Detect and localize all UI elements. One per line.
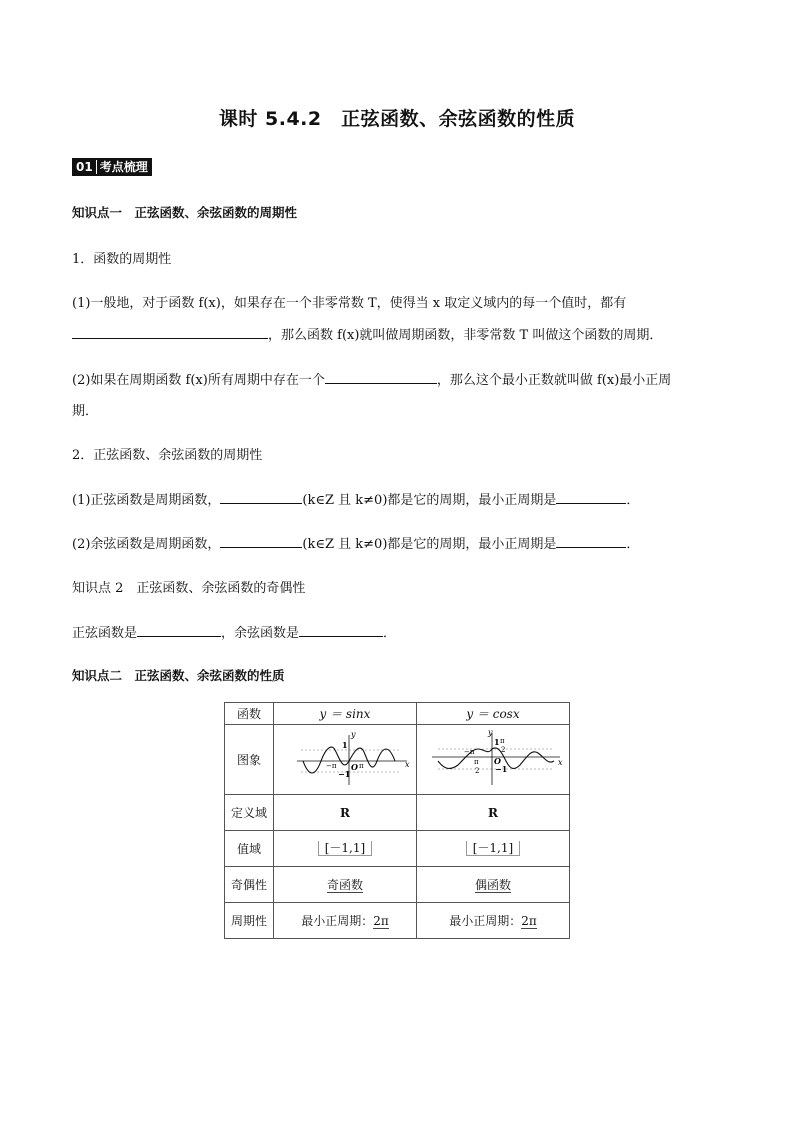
cos-graph [418,727,568,789]
sin-parity-cell [274,867,417,903]
kp3-heading: 知识点二 正弦函数、余弦函数的性质 [72,668,285,683]
domain-label: 定义域 [225,795,274,831]
kp1-p2c: 期． [72,404,99,419]
y-axis-label: y [350,730,356,739]
cos-graph-cell [416,725,569,795]
pi-half-top-label: π [499,737,505,745]
kp1-p2-line1 [72,369,671,388]
cos-parity-cell [416,867,569,903]
kp1-p4c: ． [626,537,640,552]
kp1-p2b: ，那么这个最小正数就叫做 f(x)最小正周 [436,373,672,388]
header-sin: y ＝ sinx [274,703,417,725]
table-row [225,725,570,795]
kp1-p3b: (k∈Z 且 k≠0)都是它的周期，最小正周期是 [302,493,557,508]
kp1-p3a: (1)正弦函数是周期函数， [72,493,221,508]
one-label: 1 [493,737,500,747]
kp2-p1c: ． [383,626,397,641]
sin-period-value: 2π [373,914,389,928]
sin-graph-cell [274,725,417,795]
kp2-p1a: 正弦函数是 [72,626,138,641]
blank-field[interactable] [220,533,302,548]
x-axis-label: x [404,760,410,769]
kp2-heading: 知识点 2 正弦函数、余弦函数的奇偶性 [72,581,306,596]
one-label: 1 [341,740,348,750]
sin-parity: 奇函数 [326,878,363,892]
pi-label: π [358,762,364,770]
two-top-label: 2 [500,746,506,754]
cos-period-cell [416,903,569,939]
kp1-p4a: (2)余弦函数是周期函数， [72,537,221,552]
kp1-p1-line2 [72,324,662,343]
neg-one-label: −1 [494,764,508,774]
table-row [225,795,570,831]
sin-range: [－1,1] [318,841,372,856]
neg-pi-label: −π [463,748,475,756]
kp2-p1 [72,622,396,641]
sin-period-cell [274,903,417,939]
blank-field[interactable] [556,533,626,548]
header-label: 函数 [225,703,274,725]
neg-pi-label: −π [325,762,337,770]
kp1-heading: 知识点一 正弦函数、余弦函数的周期性 [72,205,298,220]
table-row [225,867,570,903]
kp1-p2a: (2)如果在周期函数 f(x)所有周期中存在一个 [72,373,325,388]
cos-parity: 偶函数 [474,878,511,892]
table-row [225,831,570,867]
kp1-p4b: (k∈Z 且 k≠0)都是它的周期，最小正周期是 [302,537,557,552]
graph-label: 图象 [225,725,274,795]
blank-field[interactable] [299,622,383,637]
cos-period-prefix: 最小正周期： [449,914,522,928]
kp1-p3 [72,489,639,508]
x-axis-label: x [557,758,563,767]
section-tag [72,158,152,176]
table-row [225,903,570,939]
blank-field[interactable] [325,369,437,384]
page-title: 课时 5.4.2 正弦函数、余弦函数的性质 [218,108,576,130]
table-row [225,703,570,725]
cos-range-cell [416,831,569,867]
blank-field[interactable] [137,622,221,637]
origin-label: O [350,762,358,772]
kp1-p1b: ，那么函数 f(x)就叫做周期函数，非零常数 T 叫做这个函数的周期． [268,328,663,343]
neg-one-label: −1 [337,769,351,779]
cos-period-value: 2π [521,914,537,928]
kp1-item2: 2．正弦函数、余弦函数的周期性 [72,448,263,463]
section-tag-label: 考点梳理 [99,160,148,174]
blank-field[interactable] [72,324,268,339]
origin-label: O [493,756,501,766]
pi-half-bottom-label: π [473,758,479,766]
parity-label: 奇偶性 [225,867,274,903]
period-label: 周期性 [225,903,274,939]
range-label: 值域 [225,831,274,867]
blank-field[interactable] [556,489,626,504]
sin-range-cell [274,831,417,867]
kp1-p4 [72,533,639,552]
kp2-p1b: ，余弦函数是 [221,626,300,641]
properties-table [224,702,570,939]
sin-domain: R [274,795,417,831]
section-tag-number: 01 [76,160,97,174]
blank-field[interactable] [220,489,302,504]
sin-graph [275,727,415,789]
kp1-item1: 1．函数的周期性 [72,252,172,267]
header-cos: y ＝ cosx [416,703,569,725]
two-bottom-label: 2 [474,767,480,775]
kp1-p1a: (1)一般地，对于函数 f(x)，如果存在一个非零常数 T，使得当 x 取定义域内的每一个值时，都有 [72,296,627,311]
y-axis-label: y [487,728,493,737]
kp1-p3c: ． [626,493,640,508]
sin-period-prefix: 最小正周期： [301,914,374,928]
cos-range: [－1,1] [466,841,520,856]
cos-domain: R [416,795,569,831]
